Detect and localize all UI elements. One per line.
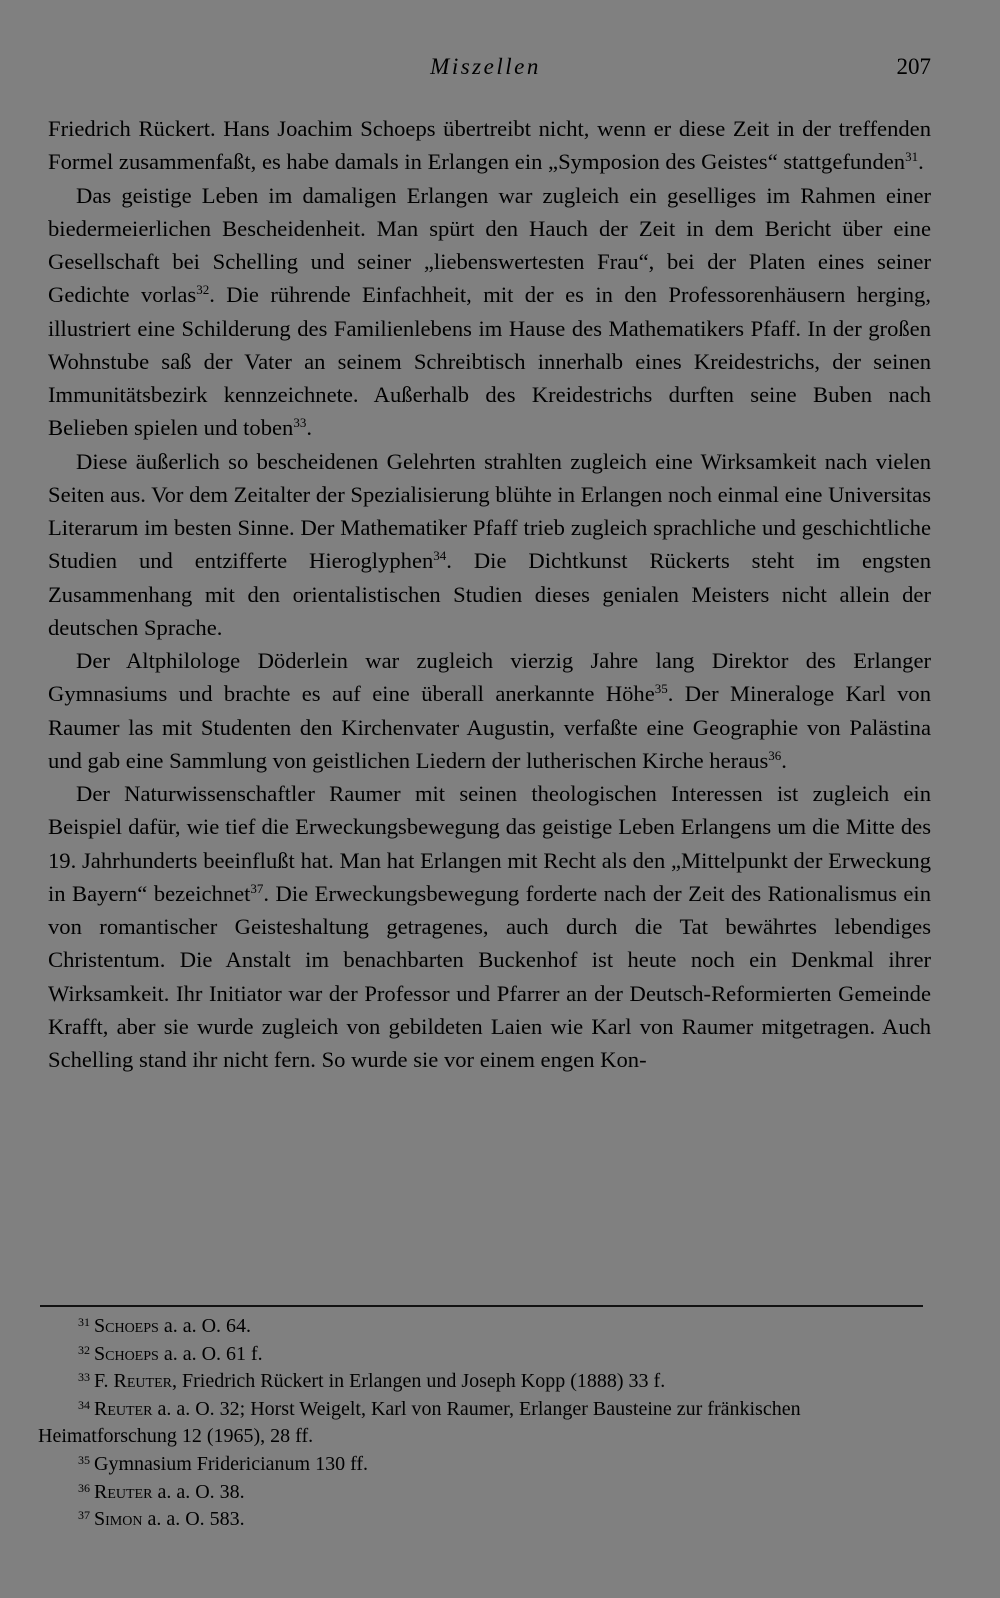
- main-text: [48, 112, 931, 1076]
- running-header: [40, 54, 931, 94]
- text-run: a. a. O. 32; Horst Weigelt, Karl von Raumer, Erlanger Bausteine zur fränkischen Heimatforschung 12 (1965), 28 ff.: [38, 1397, 801, 1448]
- text-run: Diese äußerlich so bescheidenen Gelehrten strahlten zugleich eine Wirksamkeit nach vielen Seiten aus. Vor dem Zeitalter der Spezialisierung blühte in Erlangen noch einmal eine Universitas Literarum im besten Sinne. Der Mathematiker Pfaff trieb zugleich sprachliche und geschichtliche Studien und entzifferte Hieroglyphen: [48, 448, 931, 574]
- text-run: .: [306, 415, 312, 441]
- running-title: Miszellen: [430, 54, 541, 79]
- text-run: . Die rührende Einfachheit, mit der es in den Professorenhäusern herging, illustriert eine Schilderung des Familienlebens im Hause des Mathematikers Pfaff. In der großen Wohnstube saß der Vater an seinem Schreibtisch innerhalb eines Kreidestrichs, der seinen Immunitätsbezirk kennzeichnete. Außerhalb des Kreidestrichs durften seine Buben nach Belieben spielen und toben: [48, 282, 931, 441]
- footnote-reference: 34: [433, 548, 447, 564]
- text-run: a. a. O. 583.: [142, 1508, 245, 1531]
- text-run: Der Altphilologe Döderlein war zugleich vierzig Jahre lang Direktor des Erlanger Gymnasiums und brachte es auf eine überall anerkannte Höhe: [48, 648, 931, 707]
- paragraph: [48, 179, 931, 445]
- paragraph: [48, 777, 931, 1076]
- author-name: Reuter: [113, 1370, 172, 1393]
- footnotes: [38, 1313, 923, 1534]
- paragraph: [48, 445, 931, 645]
- paragraph: [48, 112, 931, 179]
- footnote-reference: 37: [250, 880, 264, 896]
- author-name: Reuter: [94, 1480, 153, 1503]
- text-run: Gymnasium Fridericianum 130 ff.: [94, 1452, 369, 1475]
- paragraph: [48, 644, 931, 777]
- author-name: Schoeps: [94, 1342, 159, 1365]
- text-run: . Die Dichtkunst Rückerts steht im engsten Zusammenhang mit den orientalistischen Studien dieses genialen Meisters nicht allein der deutschen Sprache.: [48, 548, 932, 640]
- text-run: .: [918, 149, 924, 175]
- text-run: . Der Mineraloge Karl von Raumer las mit Studenten den Kirchenvater Augustin, verfaßte eine Geographie von Palästina und gab eine Sammlung von geistlichen Liedern der lutherischen Kirche heraus: [48, 681, 931, 773]
- text-run: . Die Erweckungsbewegung forderte nach der Zeit des Rationalismus ein von romantischer Geisteshaltung getragenes, auch durch die Tat bewährtes lebendiges Christentum. Die Anstalt im benachbarten Buckenhof ist heute noch ein Denkmal ihrer Wirksamkeit. Ihr Initiator war der Professor und Pfarrer an der Deutsch-Reformierten Gemeinde Krafft, aber sie wurde zugleich von gebildeten Laien wie Karl von Raumer mitgetragen. Auch Schelling stand ihr nicht fern. So wurde sie vor einem engen Kon-: [48, 880, 932, 1072]
- footnote: 36 Reuter a. a. O. 38.: [78, 1480, 245, 1503]
- text-run: F.: [94, 1370, 114, 1393]
- text-run: Das geistige Leben im damaligen Erlangen war zugleich ein geselliges im Rahmen einer biedermeierlichen Bescheidenheit. Man spürt den Hauch der Zeit in dem Bericht über eine Gesellschaft bei Schelling und seiner „liebenswertesten Frau“, bei der Platen eines seiner Gedichte vorlas: [48, 182, 931, 308]
- text-run: a. a. O. 38.: [152, 1480, 245, 1503]
- author-name: Reuter: [94, 1397, 153, 1420]
- footnote: 35 Gymnasium Fridericianum 130 ff.: [78, 1452, 369, 1475]
- author-name: Schoeps: [94, 1315, 159, 1337]
- footnote: 33 F. Reuter, Friedrich Rückert in Erlangen und Joseph Kopp (1888) 33 f.: [78, 1370, 666, 1393]
- footnote-reference: 35: [654, 681, 668, 697]
- footnote-reference: 36: [768, 747, 782, 763]
- footnote-reference: 32: [196, 282, 210, 298]
- page-number: 207: [896, 54, 931, 79]
- footnote-reference: 31: [905, 149, 919, 165]
- footnote: 31 Schoeps a. a. O. 64.: [78, 1315, 252, 1337]
- footnote: 32 Schoeps a. a. O. 61 f.: [78, 1342, 263, 1365]
- text-run: Der Naturwissenschaftler Raumer mit seinen theologischen Interessen ist zugleich ein Beispiel dafür, wie tief die Erweckungsbewegung das geistige Leben Erlangens um die Mitte des 19. Jahrhunderts beeinflußt hat. Man hat Erlangen mit Recht als den „Mittelpunkt der Erweckung in Bayern“ bezeichnet: [48, 781, 931, 906]
- footnote-reference: 33: [293, 415, 307, 431]
- footnote: 37 Simon a. a. O. 583.: [78, 1508, 245, 1531]
- footnote: 34 Reuter a. a. O. 32; Horst Weigelt, Karl von Raumer, Erlanger Bausteine zur fränkischen Heimatforschung 12 (1965), 28 ff.: [38, 1397, 801, 1448]
- text-run: , Friedrich Rückert in Erlangen und Joseph Kopp (1888) 33 f.: [171, 1370, 666, 1393]
- footnote-separator: [40, 1305, 923, 1307]
- text-run: Friedrich Rückert. Hans Joachim Schoeps übertreibt nicht, wenn er diese Zeit in der treffenden Formel zusammenfaßt, es habe damals in Erlangen ein „Symposion des Geistes“ stattgefunden: [48, 116, 931, 175]
- text-run: a. a. O. 61 f.: [158, 1342, 263, 1365]
- text-run: .: [781, 747, 787, 773]
- text-run: a. a. O. 64.: [158, 1315, 252, 1337]
- author-name: Simon: [94, 1508, 143, 1531]
